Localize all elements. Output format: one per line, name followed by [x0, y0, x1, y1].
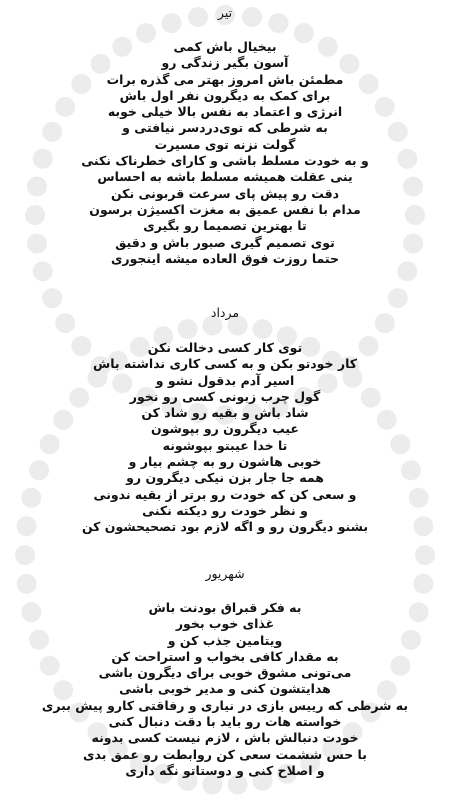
verse-line: بیخیال باش کمی — [173, 39, 277, 54]
section-shahrivar — [0, 566, 450, 779]
verse-list — [0, 39, 450, 267]
verse-line: گولت نزنه توی مسیرت — [154, 136, 296, 152]
verse-line: به شرطی که رییس بازی در نیاری و رفاقتی کارو پیش ببری — [41, 697, 409, 713]
verse-line: خودت دنبالش باش ، لازم نیست کسی بدونه — [91, 730, 359, 746]
verse-line: آسون بگیر زندگی رو — [161, 55, 289, 71]
verse-line: مطمئن باش امروز بهتر می گذره برات — [106, 71, 344, 87]
verse-line: دقت رو پیش پای سرعت قربونی نکن — [110, 185, 340, 201]
verse-line: غذای خوب بخور — [175, 616, 275, 632]
verse-line: خوبی هاشون رو به چشم بیار و — [128, 454, 322, 470]
section-mordad — [0, 305, 450, 536]
verse-list — [0, 340, 450, 536]
verse-line: تا بهترین تصمیما رو بگیری — [143, 218, 307, 234]
verse-line: می‌تونی مشوق خوبی برای دیگرون باشی — [98, 665, 352, 681]
verse-line: برای کمک به دیگرون نفر اول باش — [119, 87, 331, 103]
verse-line: با حس ششمت سعی کن روابطت رو عمق بدی — [83, 746, 367, 762]
verse-line: ویتامین جذب کن و — [167, 632, 283, 648]
verse-line: توی کار کسی دخالت نکن — [147, 340, 303, 355]
verse-line: و سعی کن که خودت رو برتر از بقیه ندونی — [93, 486, 357, 502]
verse-line: اسیر آدم بدقول نشو و — [155, 372, 295, 388]
section-tir — [0, 5, 450, 267]
section-title: مرداد — [210, 305, 240, 320]
verse-line: ینی عقلت همیشه مسلط باشه به احساس — [97, 169, 353, 185]
verse-line: عیب دیگرون رو بپوشون — [151, 421, 299, 437]
verse-list — [0, 600, 450, 779]
verse-line: و به خودت مسلط باشی و کارای خطرناک نکنی — [81, 153, 369, 169]
verse-line: انرژی و اعتماد به نفس بالا خیلی خوبه — [107, 104, 343, 120]
verse-line: همه جا جار بزن نیکی دیگرون رو — [126, 470, 324, 486]
section-title: تیر — [217, 5, 233, 20]
section-title: شهریور — [205, 566, 245, 581]
verse-line: و اصلاح کنی و دوستاتو نگه داری — [125, 762, 325, 778]
verse-line: به شرطی که توی‌دردسر نیافتی و — [122, 120, 328, 136]
verse-line: به فکر قبراق بودنت باش — [148, 600, 302, 615]
verse-line: هدایتشون کنی و مدیر خوبی باشی — [119, 681, 331, 697]
verse-line: گول چرب زبونی کسی رو نخور — [129, 388, 321, 404]
verse-line: مدام با نفس عمیق به مغزت اکسیژن برسون — [89, 201, 361, 217]
verse-line: خواسته هات رو باید با دقت دنبال کنی — [108, 714, 342, 730]
verse-line: و نظر خودت رو دیکته نکنی — [142, 502, 308, 518]
verse-line: به مقدار کافی بخواب و استراحت کن — [111, 648, 339, 664]
verse-line: بشنو دیگرون رو و اگه لازم بود تصحیحشون کن — [81, 519, 369, 535]
verse-line: تا خدا عیبتو بپوشونه — [162, 437, 288, 453]
verse-line: توی تصمیم گیری صبور باش و دقیق — [115, 234, 335, 250]
verse-line: حتما روزت فوق العاده میشه اینجوری — [110, 250, 340, 266]
verse-line: کار خودتو بکن و به کسی کاری نداشته باش — [92, 356, 358, 372]
verse-line: شاد باش و بقیه رو شاد کن — [141, 405, 309, 421]
